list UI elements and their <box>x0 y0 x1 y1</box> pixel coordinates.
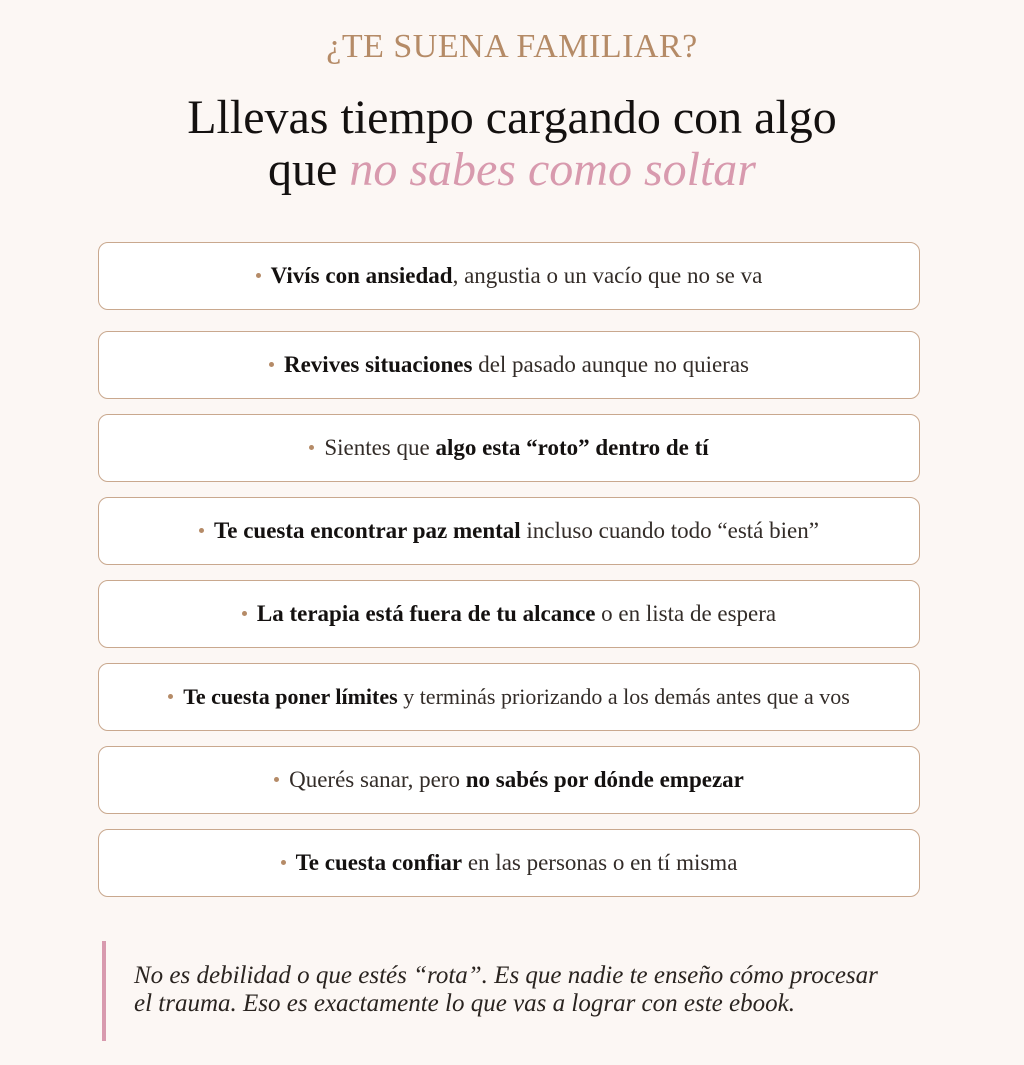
item-strong-text: Revives situaciones <box>283 352 473 377</box>
item-strong-text: Te cuesta encontrar paz mental <box>214 518 521 543</box>
list-item <box>98 497 920 565</box>
item-text: Querés sanar, pero <box>289 767 466 792</box>
bullet-icon <box>274 777 279 782</box>
headline-line-1: Lllevas tiempo cargando con algo <box>187 91 837 144</box>
list-item <box>98 242 920 310</box>
headline-line-2 <box>0 144 1024 196</box>
item-text: del pasado aunque no quieras <box>472 352 750 377</box>
item-strong-text: Vivís con ansiedad <box>270 263 453 288</box>
bullet-icon <box>168 694 173 699</box>
list-item <box>98 746 920 814</box>
list-item <box>98 414 920 482</box>
bullet-icon <box>256 273 261 278</box>
headline-line-2-plain: que <box>268 143 350 196</box>
page-title <box>0 92 1024 196</box>
item-text: y terminás priorizando a los demás antes que a vos <box>397 684 850 709</box>
list-item <box>98 331 920 399</box>
list-item <box>98 663 920 731</box>
item-text: incluso cuando todo “está bien” <box>520 518 819 543</box>
bullet-icon <box>309 445 314 450</box>
eyebrow-heading: ¿TE SUENA FAMILIAR? <box>326 28 698 65</box>
bullet-icon <box>269 362 274 367</box>
item-strong-text: algo esta “roto” dentro de tí <box>435 435 709 460</box>
quote-text <box>134 962 914 1018</box>
item-strong-text: no sabés por dónde empezar <box>465 767 744 792</box>
item-strong-text: Te cuesta confiar <box>295 850 463 875</box>
list-item <box>98 829 920 897</box>
item-strong-text: Te cuesta poner límites <box>183 684 398 709</box>
bullet-icon <box>281 860 286 865</box>
item-text: en las personas o en tí misma <box>462 850 738 875</box>
bullet-icon <box>199 528 204 533</box>
closing-quote <box>102 941 922 1041</box>
headline-accent: no sabes como soltar <box>349 143 756 196</box>
item-text: o en lista de espera <box>595 601 777 626</box>
bullet-icon <box>242 611 247 616</box>
item-text: , angustia o un vacío que no se va <box>452 263 763 288</box>
item-strong-text: La terapia está fuera de tu alcance <box>256 601 596 626</box>
quote-line-1: No es debilidad o que estés “rota”. Es que nadie te enseño cómo procesar <box>134 962 878 989</box>
quote-line-2: el trauma. Eso es exactamente lo que vas a lograr con este ebook. <box>134 990 795 1017</box>
list-item <box>98 580 920 648</box>
item-text: Sientes que <box>324 435 436 460</box>
